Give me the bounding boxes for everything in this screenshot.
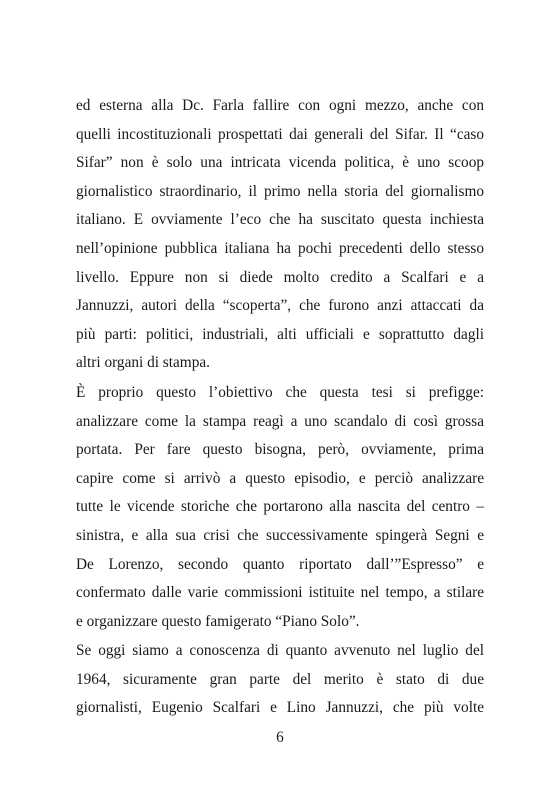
text-line: tutte le vicende storiche che portarono alla nascita del centro –	[76, 498, 484, 516]
text-line: livello. Eppure non si diede molto credito a Scalfari e a	[76, 268, 484, 286]
text-line: Sifar” non è solo una intricata vicenda politica, è uno scoop	[76, 154, 484, 172]
text-line: italiano. E ovviamente l’eco che ha suscitato questa inchiesta	[76, 211, 484, 229]
text-line: giornalistico straordinario, il primo nella storia del giornalismo	[76, 182, 484, 200]
text-line: sinistra, e alla sua crisi che successivamente spingerà Segni e	[76, 526, 484, 544]
text-line: È proprio questo l’obiettivo che questa tesi si prefigge:	[76, 383, 484, 401]
text-line: Se oggi siamo a conoscenza di quanto avvenuto nel luglio del	[76, 642, 484, 660]
text-line: quelli incostituzionali prospettati dai generali del Sifar. Il “caso	[76, 125, 484, 143]
text-line: portata. Per fare questo bisogna, però, ovviamente, prima	[76, 441, 484, 459]
text-line: e organizzare questo famigerato “Piano Solo”.	[76, 612, 360, 630]
text-line: analizzare come la stampa reagì a uno scandalo di così grossa	[76, 412, 484, 430]
page-number: 6	[276, 729, 284, 746]
text-line: nell’opinione pubblica italiana ha pochi precedenti dello stesso	[76, 239, 484, 257]
text-line: De Lorenzo, secondo quanto riportato dall’”Espresso” e	[76, 555, 484, 573]
text-line: 1964, sicuramente gran parte del merito è stato di due	[76, 670, 484, 688]
body-text	[76, 92, 484, 723]
text-line: Jannuzzi, autori della “scoperta”, che furono anzi attaccati da	[76, 297, 484, 315]
text-line: altri organi di stampa.	[76, 354, 210, 372]
text-line: confermato dalle varie commissioni istituite nel tempo, a stilare	[76, 584, 484, 602]
paragraph-1	[76, 92, 484, 378]
text-line: giornalisti, Eugenio Scalfari e Lino Jannuzzi, che più volte	[76, 699, 484, 717]
paragraph-2	[76, 379, 484, 636]
text-line: ed esterna alla Dc. Farla fallire con ogni mezzo, anche con	[76, 97, 484, 114]
paragraph-3	[76, 637, 484, 723]
text-line: capire come si arrivò a questo episodio, e perciò analizzare	[76, 469, 484, 487]
text-line: più parti: politici, industriali, alti ufficiali e soprattutto dagli	[76, 325, 484, 343]
